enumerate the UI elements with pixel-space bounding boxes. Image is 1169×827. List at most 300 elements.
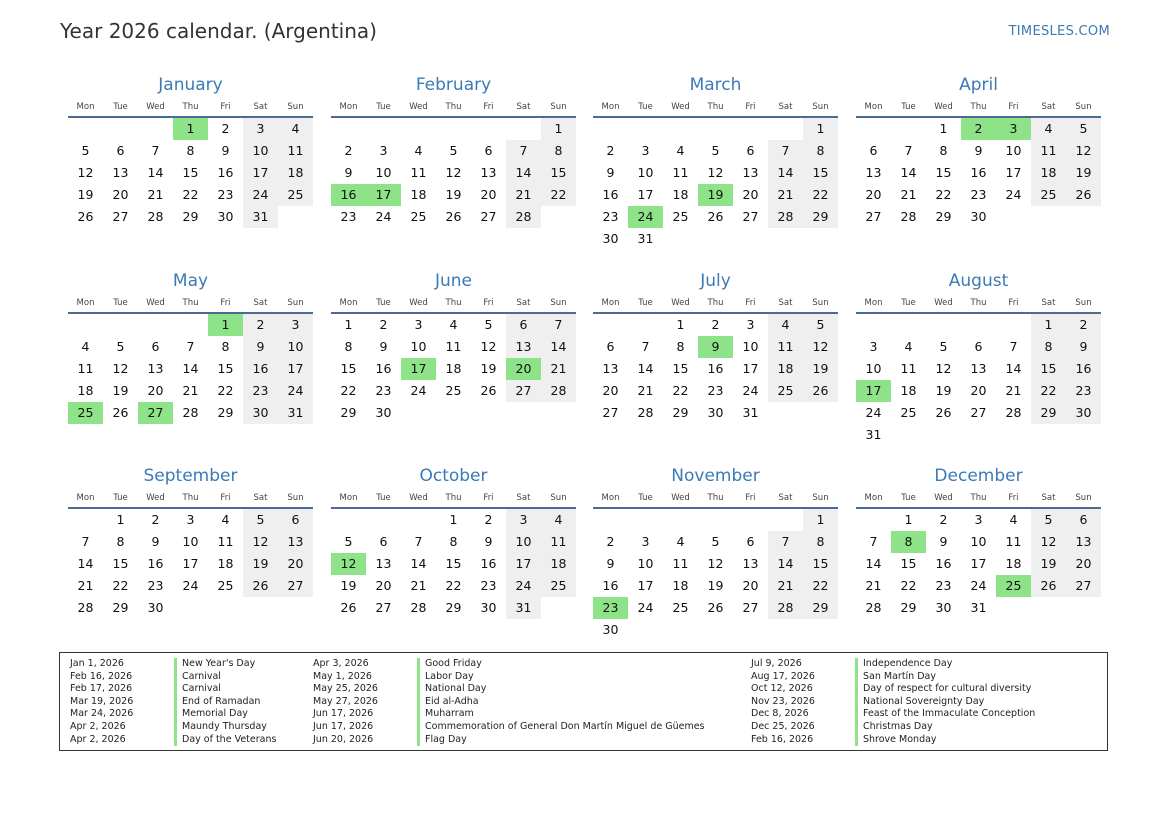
day-cell: 17 xyxy=(243,162,278,184)
day-cell: 27 xyxy=(865,209,882,224)
day-cell: 2 xyxy=(606,534,615,549)
day-cell: 26 xyxy=(445,209,462,224)
legend-row xyxy=(751,721,1035,734)
day-cell: 25 xyxy=(672,600,689,615)
day-cell: 6 xyxy=(746,534,755,549)
week-row xyxy=(593,206,838,228)
holiday-date: Feb 16, 2026 xyxy=(751,733,814,745)
day-cell: 5 xyxy=(81,143,90,158)
weekday-label: Wed xyxy=(934,298,953,308)
empty-cell xyxy=(961,424,996,446)
day-cell: 16 xyxy=(243,358,278,380)
day-cell: 27 xyxy=(480,209,497,224)
day-cell: 25 xyxy=(541,575,576,597)
day-cell: 9 xyxy=(221,143,230,158)
week-row xyxy=(331,206,576,228)
day-cell: 15 xyxy=(803,162,838,184)
holiday-date: Aug 17, 2026 xyxy=(751,670,815,682)
empty-cell xyxy=(856,509,891,531)
week-row xyxy=(68,531,313,553)
legend-row xyxy=(313,683,705,696)
week-row xyxy=(331,336,576,358)
weekday-label: Wed xyxy=(146,298,165,308)
holiday-name: Shrove Monday xyxy=(855,734,937,747)
weekday-label: Fri xyxy=(745,493,756,503)
legend-row xyxy=(313,734,705,747)
weekday-label: Sat xyxy=(516,298,531,308)
day-cell: 11 xyxy=(900,361,917,376)
day-cell: 5 xyxy=(803,314,838,336)
empty-cell xyxy=(996,314,1031,336)
holiday-day-cell: 16 xyxy=(331,184,366,206)
day-cell: 8 xyxy=(803,140,838,162)
day-cell: 10 xyxy=(742,339,759,354)
weekday-label: Thu xyxy=(182,298,199,308)
day-cell: 21 xyxy=(637,383,654,398)
empty-cell xyxy=(996,206,1031,228)
day-cell: 25 xyxy=(900,405,917,420)
weekday-label: Sat xyxy=(778,493,793,503)
weekday-label: Tue xyxy=(638,102,653,112)
empty-cell xyxy=(926,424,961,446)
day-cell: 18 xyxy=(278,162,313,184)
weekday-label: Sun xyxy=(550,102,567,112)
day-cell: 25 xyxy=(672,209,689,224)
week-row xyxy=(856,118,1101,140)
day-cell: 23 xyxy=(970,187,987,202)
day-cell: 21 xyxy=(768,184,803,206)
day-cell: 5 xyxy=(1066,118,1101,140)
day-cell: 15 xyxy=(112,556,129,571)
legend-row xyxy=(70,658,276,671)
day-cell: 24 xyxy=(970,578,987,593)
day-cell: 9 xyxy=(484,534,493,549)
day-cell: 30 xyxy=(602,622,619,637)
day-cell: 6 xyxy=(974,339,983,354)
day-cell: 9 xyxy=(974,143,983,158)
day-cell: 4 xyxy=(768,314,803,336)
weekday-label: Mon xyxy=(601,493,620,503)
week-row xyxy=(68,358,313,380)
day-cell: 2 xyxy=(151,512,160,527)
legend-row xyxy=(70,671,276,684)
weekday-label: Sun xyxy=(287,493,304,503)
week-row xyxy=(856,509,1101,531)
week-row xyxy=(593,314,838,336)
day-cell: 25 xyxy=(217,578,234,593)
empty-cell xyxy=(768,118,803,140)
holiday-date: Apr 2, 2026 xyxy=(70,720,126,732)
day-cell: 12 xyxy=(707,556,724,571)
holiday-date: Jun 17, 2026 xyxy=(313,720,374,732)
day-cell: 5 xyxy=(116,339,125,354)
day-cell: 24 xyxy=(243,184,278,206)
day-cell: 6 xyxy=(506,314,541,336)
day-cell: 23 xyxy=(480,578,497,593)
day-cell: 2 xyxy=(711,317,720,332)
day-cell: 22 xyxy=(803,184,838,206)
day-cell: 27 xyxy=(742,209,759,224)
weekday-label: Sun xyxy=(812,298,829,308)
day-cell: 6 xyxy=(151,339,160,354)
week-row xyxy=(331,314,576,336)
day-cell: 27 xyxy=(278,575,313,597)
brand-link[interactable]: TIMESLES.COM xyxy=(1008,24,1110,39)
week-row xyxy=(331,380,576,402)
empty-cell xyxy=(1031,597,1066,619)
day-cell: 5 xyxy=(484,317,493,332)
day-cell: 17 xyxy=(742,361,759,376)
weekday-label: Tue xyxy=(638,298,653,308)
week-row xyxy=(68,206,313,228)
day-cell: 10 xyxy=(865,361,882,376)
weekday-label: Sun xyxy=(550,298,567,308)
day-cell: 11 xyxy=(1005,534,1022,549)
day-cell: 31 xyxy=(742,405,759,420)
day-cell: 11 xyxy=(541,531,576,553)
day-cell: 26 xyxy=(707,600,724,615)
weekday-label: Sat xyxy=(516,493,531,503)
month-april xyxy=(856,72,1101,228)
day-cell: 17 xyxy=(182,556,199,571)
month-january xyxy=(68,72,313,228)
day-cell: 3 xyxy=(506,509,541,531)
day-cell: 23 xyxy=(707,383,724,398)
day-cell: 21 xyxy=(410,578,427,593)
weekday-label: Thu xyxy=(445,493,462,503)
day-cell: 13 xyxy=(742,556,759,571)
week-row xyxy=(593,402,838,424)
week-row xyxy=(331,509,576,531)
weekday-label: Tue xyxy=(638,493,653,503)
weekday-label: Sun xyxy=(287,102,304,112)
empty-cell xyxy=(401,509,436,531)
day-cell: 4 xyxy=(904,339,913,354)
day-cell: 14 xyxy=(1005,361,1022,376)
day-cell: 3 xyxy=(278,314,313,336)
week-row xyxy=(68,314,313,336)
day-cell: 15 xyxy=(340,361,357,376)
week-row xyxy=(68,553,313,575)
day-cell: 11 xyxy=(768,336,803,358)
empty-cell xyxy=(663,228,698,250)
day-cell: 30 xyxy=(1066,402,1101,424)
empty-cell xyxy=(698,509,733,531)
holiday-date: Feb 16, 2026 xyxy=(70,670,133,682)
day-cell: 1 xyxy=(803,509,838,531)
day-cell: 22 xyxy=(935,187,952,202)
day-cell: 29 xyxy=(803,206,838,228)
day-cell: 15 xyxy=(445,556,462,571)
day-cell: 15 xyxy=(217,361,234,376)
empty-cell xyxy=(593,509,628,531)
day-cell: 20 xyxy=(112,187,129,202)
day-cell: 6 xyxy=(484,143,493,158)
week-row xyxy=(331,358,576,380)
day-cell: 8 xyxy=(186,143,195,158)
day-cell: 21 xyxy=(900,187,917,202)
empty-cell xyxy=(331,509,366,531)
day-cell: 7 xyxy=(541,314,576,336)
day-cell: 12 xyxy=(935,361,952,376)
day-cell: 20 xyxy=(147,383,164,398)
weekday-label: Mon xyxy=(76,493,95,503)
day-cell: 2 xyxy=(939,512,948,527)
day-cell: 26 xyxy=(935,405,952,420)
day-cell: 16 xyxy=(147,556,164,571)
day-cell: 3 xyxy=(243,118,278,140)
day-cell: 3 xyxy=(641,534,650,549)
day-cell: 4 xyxy=(541,509,576,531)
week-row xyxy=(856,597,1101,619)
holiday-legend xyxy=(59,652,1108,751)
weekday-label: Thu xyxy=(182,493,199,503)
day-cell: 23 xyxy=(1066,380,1101,402)
holiday-name: Carnival xyxy=(174,683,221,696)
day-cell: 20 xyxy=(1066,553,1101,575)
weekday-header xyxy=(856,98,1101,118)
weekday-label: Thu xyxy=(707,298,724,308)
weekday-label: Wed xyxy=(409,102,428,112)
holiday-day-cell: 17 xyxy=(366,184,401,206)
holiday-day-cell: 25 xyxy=(68,402,103,424)
empty-cell xyxy=(593,314,628,336)
holiday-date: Mar 24, 2026 xyxy=(70,708,134,720)
weekday-label: Thu xyxy=(707,493,724,503)
day-cell: 29 xyxy=(1031,402,1066,424)
day-cell: 2 xyxy=(606,143,615,158)
empty-cell xyxy=(733,228,768,250)
holiday-day-cell: 17 xyxy=(856,380,891,402)
day-cell: 7 xyxy=(1009,339,1018,354)
week-row xyxy=(331,597,576,619)
day-cell: 5 xyxy=(711,534,720,549)
holiday-date: May 25, 2026 xyxy=(313,683,378,695)
weekday-label: Sat xyxy=(253,298,268,308)
empty-cell xyxy=(68,118,103,140)
day-cell: 17 xyxy=(506,553,541,575)
day-cell: 20 xyxy=(480,187,497,202)
holiday-name: Feast of the Immaculate Conception xyxy=(855,708,1035,721)
week-row xyxy=(331,553,576,575)
week-row xyxy=(593,597,838,619)
weekday-label: Tue xyxy=(113,298,128,308)
day-cell: 15 xyxy=(672,361,689,376)
day-cell: 9 xyxy=(1066,336,1101,358)
day-cell: 14 xyxy=(147,165,164,180)
day-cell: 24 xyxy=(375,209,392,224)
day-cell: 17 xyxy=(970,556,987,571)
day-cell: 27 xyxy=(602,405,619,420)
day-cell: 19 xyxy=(480,361,497,376)
empty-cell xyxy=(401,118,436,140)
holiday-name: Maundy Thursday xyxy=(174,721,267,734)
empty-cell xyxy=(138,118,173,140)
day-cell: 28 xyxy=(77,600,94,615)
empty-cell xyxy=(856,314,891,336)
day-cell: 5 xyxy=(344,534,353,549)
legend-row xyxy=(70,734,276,747)
day-cell: 11 xyxy=(278,140,313,162)
day-cell: 29 xyxy=(672,405,689,420)
day-cell: 3 xyxy=(869,339,878,354)
day-cell: 23 xyxy=(340,209,357,224)
day-cell: 23 xyxy=(243,380,278,402)
month-title: January xyxy=(158,75,223,95)
day-cell: 19 xyxy=(243,553,278,575)
weekday-label: Fri xyxy=(745,298,756,308)
day-cell: 29 xyxy=(112,600,129,615)
day-cell: 5 xyxy=(1031,509,1066,531)
day-cell: 16 xyxy=(1066,358,1101,380)
week-row xyxy=(856,531,1101,553)
day-cell: 28 xyxy=(768,597,803,619)
weekday-label: Thu xyxy=(970,102,987,112)
empty-cell xyxy=(1066,597,1101,619)
week-row xyxy=(331,575,576,597)
empty-cell xyxy=(471,118,506,140)
day-cell: 20 xyxy=(278,553,313,575)
weekday-label: Wed xyxy=(671,102,690,112)
month-title: May xyxy=(172,271,209,291)
week-row xyxy=(68,509,313,531)
day-cell: 14 xyxy=(541,336,576,358)
weekday-label: Sat xyxy=(516,102,531,112)
empty-cell xyxy=(471,402,506,424)
weekday-label: Sun xyxy=(550,493,567,503)
month-september xyxy=(68,463,313,619)
day-cell: 30 xyxy=(970,209,987,224)
day-cell: 18 xyxy=(672,578,689,593)
month-october xyxy=(331,463,576,619)
day-cell: 31 xyxy=(865,427,882,442)
day-cell: 7 xyxy=(768,531,803,553)
day-cell: 17 xyxy=(637,187,654,202)
day-cell: 9 xyxy=(344,165,353,180)
day-cell: 1 xyxy=(1031,314,1066,336)
weekday-header xyxy=(856,294,1101,314)
day-cell: 14 xyxy=(77,556,94,571)
day-cell: 16 xyxy=(970,165,987,180)
day-cell: 12 xyxy=(77,165,94,180)
holiday-date: Nov 23, 2026 xyxy=(751,695,815,707)
day-cell: 8 xyxy=(116,534,125,549)
weekday-label: Wed xyxy=(934,102,953,112)
day-cell: 15 xyxy=(182,165,199,180)
day-cell: 28 xyxy=(147,209,164,224)
holiday-date: Mar 19, 2026 xyxy=(70,695,134,707)
empty-cell xyxy=(803,402,838,424)
holiday-date: Apr 2, 2026 xyxy=(70,733,126,745)
day-cell: 15 xyxy=(1031,358,1066,380)
day-cell: 22 xyxy=(541,184,576,206)
day-cell: 1 xyxy=(541,118,576,140)
weekday-label: Tue xyxy=(113,493,128,503)
weekday-header xyxy=(593,489,838,509)
day-cell: 8 xyxy=(221,339,230,354)
week-row xyxy=(856,575,1101,597)
day-cell: 19 xyxy=(707,578,724,593)
page-title: Year 2026 calendar. (Argentina) xyxy=(60,19,377,43)
weekday-label: Tue xyxy=(901,298,916,308)
day-cell: 28 xyxy=(182,405,199,420)
day-cell: 3 xyxy=(746,317,755,332)
day-cell: 3 xyxy=(186,512,195,527)
day-cell: 13 xyxy=(375,556,392,571)
day-cell: 22 xyxy=(182,187,199,202)
day-cell: 22 xyxy=(217,383,234,398)
day-cell: 26 xyxy=(1066,184,1101,206)
day-cell: 1 xyxy=(904,512,913,527)
day-cell: 10 xyxy=(243,140,278,162)
holiday-name: Independence Day xyxy=(855,658,952,671)
holiday-name: National Day xyxy=(417,683,486,696)
week-row xyxy=(856,314,1101,336)
weekday-label: Fri xyxy=(483,493,494,503)
holiday-day-cell: 19 xyxy=(698,184,733,206)
day-cell: 28 xyxy=(541,380,576,402)
day-cell: 12 xyxy=(243,531,278,553)
empty-cell xyxy=(628,118,663,140)
day-cell: 31 xyxy=(970,600,987,615)
week-row xyxy=(856,402,1101,424)
day-cell: 7 xyxy=(151,143,160,158)
weekday-label: Mon xyxy=(339,102,358,112)
weekday-label: Mon xyxy=(601,102,620,112)
empty-cell xyxy=(436,402,471,424)
holiday-name: Labor Day xyxy=(417,671,474,684)
day-cell: 1 xyxy=(344,317,353,332)
day-cell: 3 xyxy=(974,512,983,527)
week-row xyxy=(593,380,838,402)
holiday-date: Dec 25, 2026 xyxy=(751,720,815,732)
weekday-label: Wed xyxy=(671,298,690,308)
holiday-day-cell: 20 xyxy=(506,358,541,380)
week-row xyxy=(68,162,313,184)
day-cell: 14 xyxy=(506,162,541,184)
empty-cell xyxy=(401,402,436,424)
holiday-name: Carnival xyxy=(174,671,221,684)
day-cell: 5 xyxy=(449,143,458,158)
weekday-label: Tue xyxy=(376,102,391,112)
day-cell: 25 xyxy=(1031,184,1066,206)
day-cell: 3 xyxy=(379,143,388,158)
holiday-date: Jan 1, 2026 xyxy=(70,658,124,669)
day-cell: 6 xyxy=(116,143,125,158)
day-cell: 10 xyxy=(970,534,987,549)
weekday-label: Wed xyxy=(671,493,690,503)
empty-cell xyxy=(733,509,768,531)
holiday-name: Day of respect for cultural diversity xyxy=(855,683,1031,696)
day-cell: 26 xyxy=(480,383,497,398)
empty-cell xyxy=(768,619,803,641)
empty-cell xyxy=(1066,206,1101,228)
holiday-date: May 1, 2026 xyxy=(313,670,372,682)
empty-cell xyxy=(891,118,926,140)
day-cell: 21 xyxy=(77,578,94,593)
legend-row xyxy=(751,671,1035,684)
day-cell: 2 xyxy=(344,143,353,158)
day-cell: 26 xyxy=(112,405,129,420)
day-cell: 11 xyxy=(410,165,427,180)
holiday-day-cell: 3 xyxy=(996,118,1031,140)
day-cell: 28 xyxy=(637,405,654,420)
day-cell: 1 xyxy=(676,317,685,332)
day-cell: 6 xyxy=(278,509,313,531)
day-cell: 27 xyxy=(112,209,129,224)
week-row xyxy=(856,358,1101,380)
day-cell: 27 xyxy=(506,380,541,402)
